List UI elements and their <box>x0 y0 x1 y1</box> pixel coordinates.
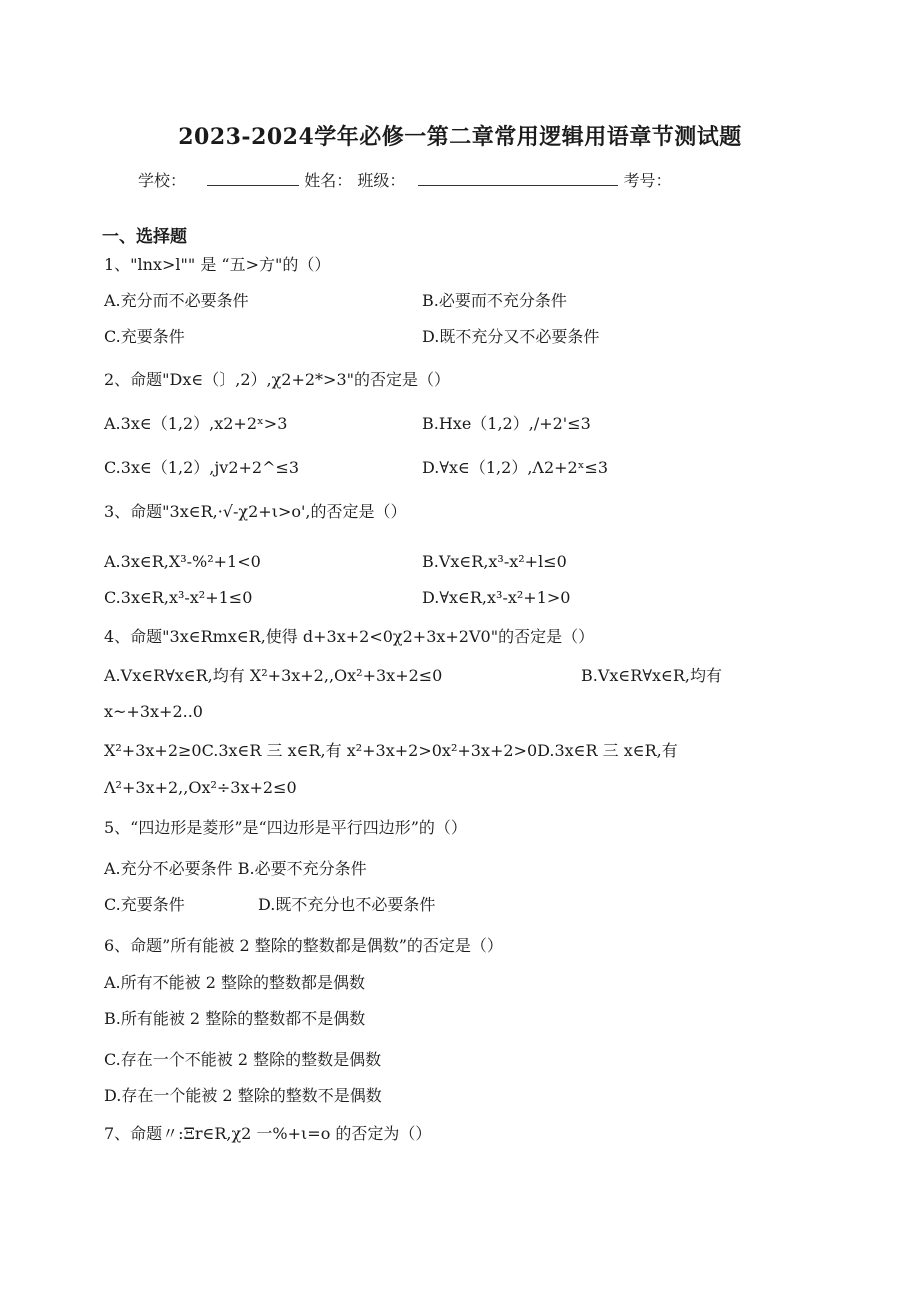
question-5-options-ab: A.充分不必要条件 B.必要不充分条件 <box>104 859 367 878</box>
question-4-option-a: A.Vx∈R∀x∈R,均有 X²+3x+2,,Ox²+3x+2≤0 <box>104 666 443 685</box>
question-5-stem: 5、“四边形是菱形”是“四边形是平行四边形”的（） <box>104 818 467 837</box>
question-1-option-b: B.必要而不充分条件 <box>422 291 567 310</box>
page-title: 2023-2024学年必修一第二章常用逻辑用语章节测试题 <box>178 124 742 150</box>
question-6-option-b: B.所有能被 2 整除的整数都不是偶数 <box>104 1009 366 1028</box>
question-4-option-b-cont: x~+3x+2..0 <box>104 702 203 721</box>
question-3-option-b: B.Vx∈R,x³-x²+l≤0 <box>422 552 567 571</box>
class-blank[interactable] <box>418 171 618 186</box>
school-label: 学校： <box>138 171 187 190</box>
question-2-option-c: C.3x∈（1,2）,jv2+2^≤3 <box>104 458 300 477</box>
question-1-stem: 1、"lnx>l"" 是 “五>方"的（） <box>104 255 331 274</box>
question-6-option-c: C.存在一个不能被 2 整除的整数是偶数 <box>104 1050 382 1069</box>
question-5-option-d: D.既不充分也不必要条件 <box>258 895 436 914</box>
question-1-option-a: A.充分而不必要条件 <box>104 291 249 310</box>
question-4-option-d-cont: Λ²+3x+2,,Ox²÷3x+2≤0 <box>104 778 297 797</box>
question-3-option-a: A.3x∈R,X³-%²+1<0 <box>104 552 261 571</box>
question-4-option-b: B.Vx∈R∀x∈R,均有 <box>581 666 722 685</box>
question-3-option-c: C.3x∈R,x³-x²+1≤0 <box>104 588 253 607</box>
question-6-option-d: D.存在一个能被 2 整除的整数不是偶数 <box>104 1086 382 1105</box>
student-info-line <box>138 168 672 191</box>
question-1-option-c: C.充要条件 <box>104 327 185 346</box>
question-4-options-cd: X²+3x+2≥0C.3x∈R 三 x∈R,有 x²+3x+2>0x²+3x+2>0D.3x∈R 三 x∈R,有 <box>104 741 678 760</box>
question-2-stem: 2、命题"Dx∈（〕,2）,χ2+2*>3"的否定是（） <box>104 370 450 389</box>
question-1-option-d: D.既不充分又不必要条件 <box>422 327 600 346</box>
question-2-option-b: B.Hxe（1,2）,/+2'≤3 <box>422 414 591 433</box>
question-7-stem: 7、命题〃:Ξr∈R,χ2 一%+ι=o 的否定为（） <box>104 1124 432 1143</box>
question-3-stem: 3、命题"3x∈R,·√-χ2+ι>o',的否定是（） <box>104 502 407 521</box>
class-label: 班级： <box>357 171 406 190</box>
school-blank[interactable] <box>207 171 299 186</box>
question-4-stem: 4、命题"3x∈Rmx∈R,使得 d+3x+2<0χ2+3x+2V0"的否定是（） <box>104 627 595 646</box>
question-6-stem: 6、命题”所有能被 2 整除的整数都是偶数”的否定是（） <box>104 936 503 955</box>
question-2-option-d: D.∀x∈（1,2）,Λ2+2ˣ≤3 <box>422 458 609 477</box>
name-label: 姓名： <box>304 171 353 190</box>
question-3-option-d: D.∀x∈R,x³-x²+1>0 <box>422 588 571 607</box>
question-6-option-a: A.所有不能被 2 整除的整数都是偶数 <box>104 973 365 992</box>
section-heading: 一、选择题 <box>102 227 187 247</box>
question-2-option-a: A.3x∈（1,2）,x2+2ˣ>3 <box>104 414 288 433</box>
number-label: 考号： <box>623 171 672 190</box>
question-5-option-c: C.充要条件 <box>104 895 185 914</box>
